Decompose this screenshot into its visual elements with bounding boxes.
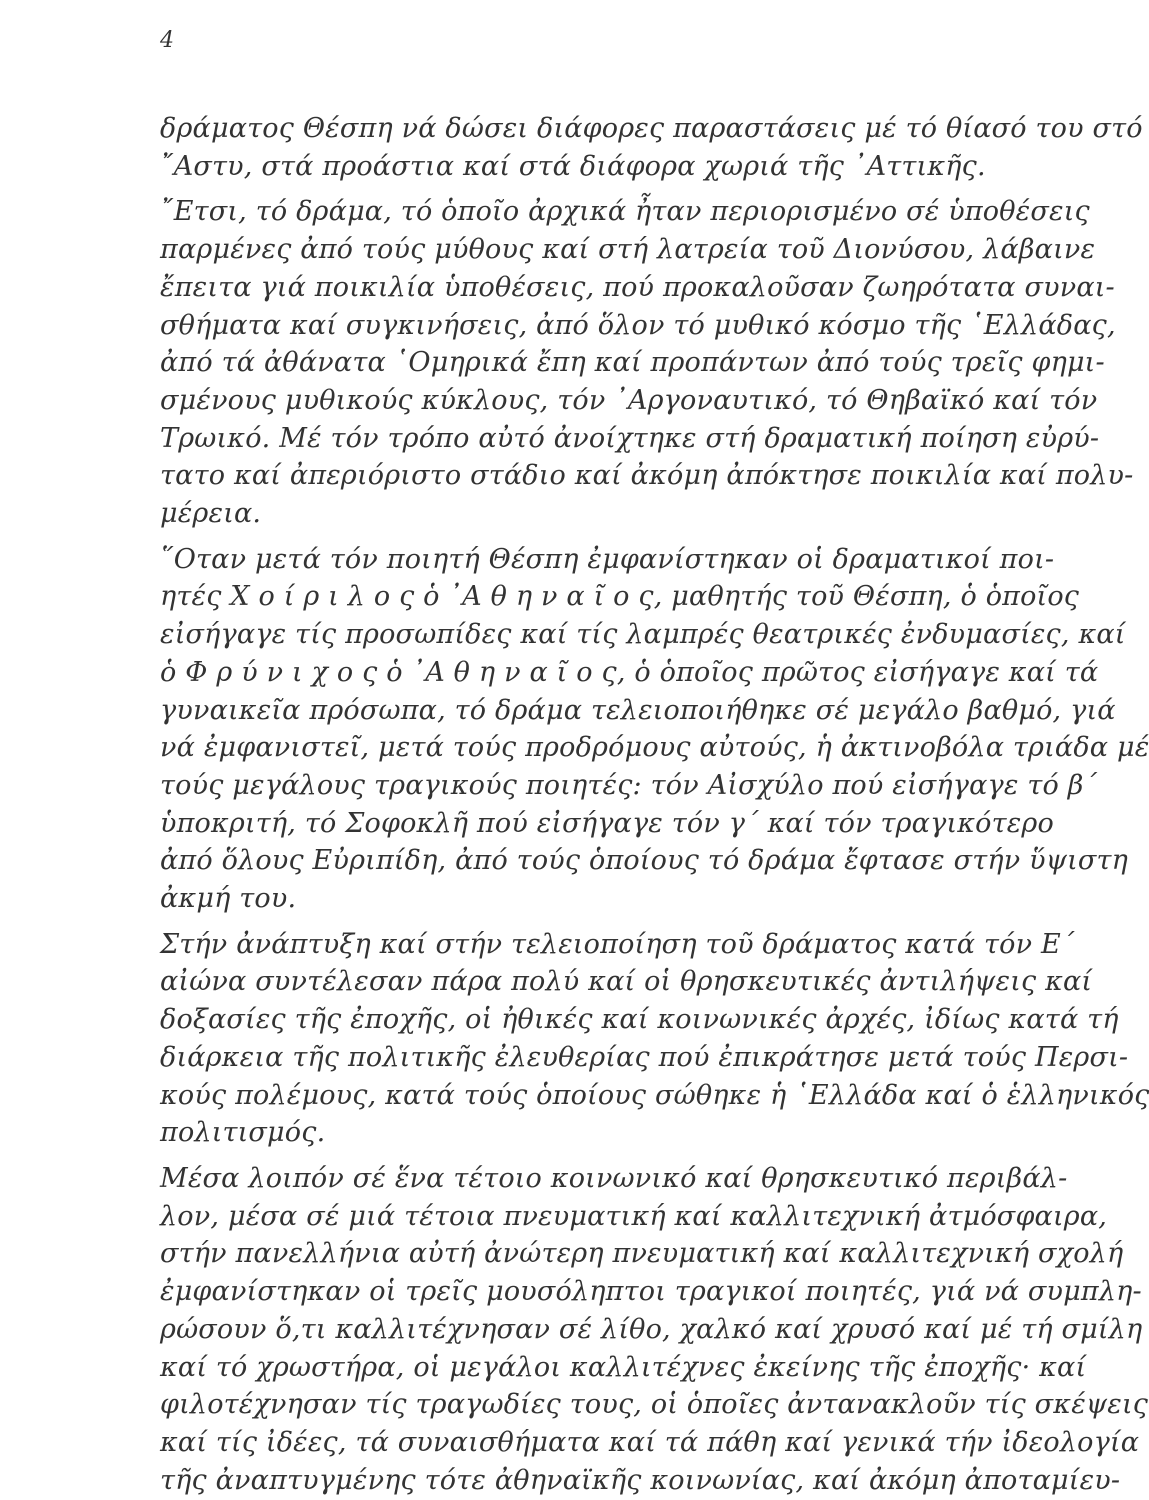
text-line: ητές Χ ο ί ρ ι λ ο ς ὁ ᾿Α θ η ν α ῖ ο ς, μαθητής τοῦ Θέσπη, ὁ ὁποῖος bbox=[160, 581, 1080, 613]
text-line: καί τίς ἰδέες, τά συναισθήματα καί τά πάθη καί γενικά τήν ἰδεολογία bbox=[160, 1426, 1140, 1458]
paragraph-gap bbox=[160, 1152, 1022, 1160]
text-line: ῞Οταν μετά τόν ποιητή Θέσπη ἐμφανίστηκαν οἱ δραματικοί ποι- bbox=[160, 543, 1055, 575]
text-line: ἀκμή του. bbox=[160, 883, 297, 915]
page-number: 4 bbox=[160, 28, 174, 53]
text-line: δράματος Θέσπη νά δώσει διάφορες παραστάσεις μέ τό θίασό του στό bbox=[160, 113, 1143, 144]
text-line: καί τό χρωστήρα, οἱ μεγάλοι καλλιτέχνες ἐκείνης τῆς ἐποχῆς· καί bbox=[160, 1351, 1087, 1383]
text-line: ρώσουν ὅ,τι καλλιτέχνησαν σέ λίθο, χαλκό καί χρυσό καί μέ τή σμίλη bbox=[160, 1313, 1143, 1345]
text-line: τῆς ἀναπτυγμένης τότε ἀθηναϊκῆς κοινωνίας, καί ἀκόμη ἀποταμίευ- bbox=[160, 1464, 1121, 1496]
text-line: σθήματα καί συγκινήσεις, ἀπό ὅλον τό μυθικό κόσμο τῆς ῾Ελλάδας, bbox=[160, 309, 1116, 341]
paragraph bbox=[160, 541, 1149, 918]
text-line: φιλοτέχνησαν τίς τραγωδίες τους, οἱ ὁποῖες ἀντανακλοῦν τίς σκέψεις bbox=[160, 1389, 1149, 1421]
paragraph bbox=[160, 1160, 1149, 1499]
text-line: πολιτισμός. bbox=[160, 1117, 326, 1149]
paragraph-gap bbox=[160, 918, 1022, 926]
paragraph bbox=[160, 193, 1134, 532]
text-line: Μέσα λοιπόν σέ ἕνα τέτοιο κοινωνικό καί θρησκευτικό περιβάλ- bbox=[160, 1162, 1068, 1194]
text-line: νά ἐμφανιστεῖ, μετά τούς προδρόμους αὐτούς, ἡ ἀκτινοβόλα τριάδα μέ bbox=[160, 732, 1149, 764]
text-line: γυναικεῖα πρόσωπα, τό δράμα τελειοποιήθηκε σέ μεγάλο βαθμό, γιά bbox=[160, 694, 1116, 726]
text-line: Στήν ἀνάπτυξη καί στήν τελειοποίηση τοῦ δράματος κατά τόν Ε´ bbox=[160, 928, 1075, 960]
text-line: εἰσήγαγε τίς προσωπίδες καί τίς λαμπρές θεατρικές ἐνδυμασίες, καί bbox=[160, 619, 1126, 651]
text-line: κούς πολέμους, κατά τούς ὁποίους σώθηκε ἡ ῾Ελλάδα καί ὁ ἑλληνικός bbox=[160, 1079, 1149, 1111]
text-line: ἐμφανίστηκαν οἱ τρεῖς μουσόληπτοι τραγικοί ποιητές, γιά νά συμπλη- bbox=[160, 1276, 1142, 1308]
text-line: σμένους μυθικούς κύκλους, τόν ᾿Αργοναυτικό, τό Θηβαϊκό καί τόν bbox=[160, 384, 1098, 416]
paragraph-gap bbox=[160, 533, 1022, 541]
text-line: δοξασίες τῆς ἐποχῆς, οἱ ἠθικές καί κοινωνικές ἀρχές, ἰδίως κατά τή bbox=[160, 1004, 1119, 1036]
text-line: τατο καί ἀπεριόριστο στάδιο καί ἀκόμη ἀπόκτησε ποικιλία καί πολυ- bbox=[160, 460, 1134, 492]
text-line: ἔπειτα γιά ποικιλία ὑποθέσεις, πού προκαλοῦσαν ζωηρότατα συναι- bbox=[160, 271, 1115, 303]
text-line: ὁ Φ ρ ύ ν ι χ ο ς ὁ ᾿Α θ η ν α ῖ ο ς, ὁ ὁποῖος πρῶτος εἰσήγαγε καί τά bbox=[160, 656, 1099, 688]
paragraph bbox=[160, 110, 1143, 185]
text-line: ἀπό ὅλους Εὐριπίδη, ἀπό τούς ὁποίους τό δράμα ἔφτασε στήν ὕψιστη bbox=[160, 845, 1129, 877]
text-line: ὑποκριτή, τό Σοφοκλῆ πού εἰσήγαγε τόν γ´ καί τόν τραγικότερο bbox=[160, 807, 1054, 839]
paragraph-gap bbox=[160, 185, 1022, 193]
text-line: παρμένες ἀπό τούς μύθους καί στή λατρεία τοῦ Διονύσου, λάβαινε bbox=[160, 234, 1096, 266]
text-line: ῎Αστυ, στά προάστια καί στά διάφορα χωριά τῆς ᾿Αττικῆς. bbox=[160, 150, 986, 182]
text-line: τούς μεγάλους τραγικούς ποιητές: τόν Αἰσχύλο πού εἰσήγαγε τό β´ bbox=[160, 769, 1098, 801]
text-line: στήν πανελλήνια αὐτή ἀνώτερη πνευματική καί καλλιτεχνική σχολή bbox=[160, 1238, 1124, 1270]
text-line: ἀπό τά ἀθάνατα ῾Ομηρικά ἔπη καί προπάντων ἀπό τούς τρεῖς φημι- bbox=[160, 347, 1105, 379]
paragraph bbox=[160, 926, 1149, 1152]
text-line: διάρκεια τῆς πολιτικῆς ἐλευθερίας πού ἐπικράτησε μετά τούς Περσι- bbox=[160, 1041, 1129, 1073]
body-text bbox=[160, 110, 1149, 1499]
text-line: Τρωικό. Μέ τόν τρόπο αὐτό ἀνοίχτηκε στή δραματική ποίηση εὐρύ- bbox=[160, 422, 1100, 454]
text-line: αἰώνα συντέλεσαν πάρα πολύ καί οἱ θρησκευτικές ἀντιλήψεις καί bbox=[160, 966, 1093, 998]
text-line: λον, μέσα σέ μιά τέτοια πνευματική καί καλλιτεχνική ἀτμόσφαιρα, bbox=[160, 1200, 1108, 1232]
text-line: μέρεια. bbox=[160, 498, 262, 530]
text-line: ῎Ετσι, τό δράμα, τό ὁποῖο ἀρχικά ἦταν περιορισμένο σέ ὑποθέσεις bbox=[160, 196, 1090, 228]
